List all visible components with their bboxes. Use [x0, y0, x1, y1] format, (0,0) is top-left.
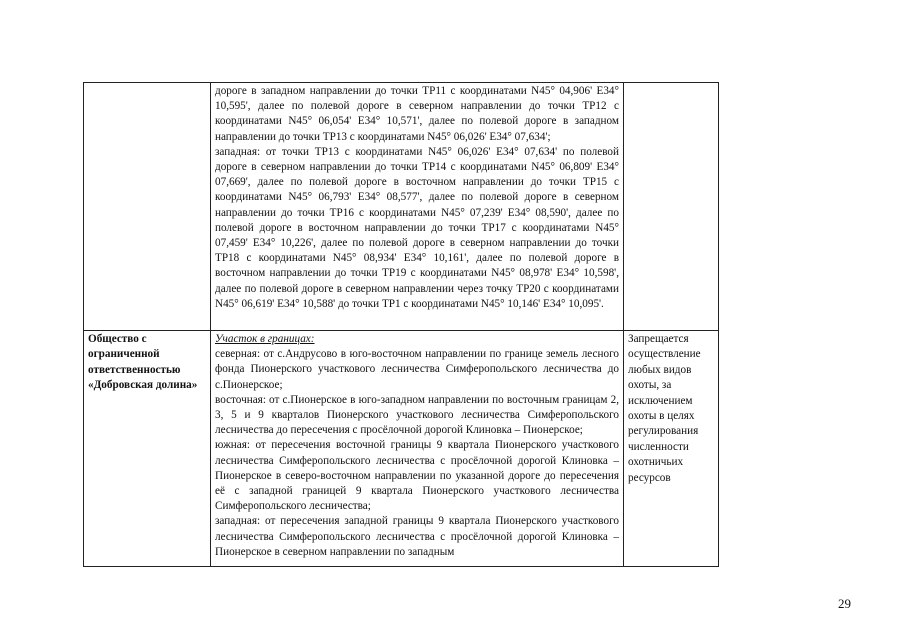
organization-name: Общество с ограниченной ответственностью «Добровская долина» — [88, 333, 198, 392]
document-table — [83, 82, 719, 567]
restriction-text: Запрещается осуществление любых видов охоты, за исключением охоты в целях регулирования численности охотничьих ресурсов — [628, 333, 701, 484]
boundary-paragraph: северная: от с.Андрусово в юго-восточном направлении по границе земель лесного фонда Пионерского участкового лесничества Симферопольского лесничества до с.Пионерское; — [215, 348, 619, 391]
restriction-cell — [624, 331, 719, 567]
table-cell-empty — [84, 83, 211, 331]
table-row — [84, 331, 719, 567]
table-row — [84, 83, 719, 331]
boundary-description-cell — [211, 331, 624, 567]
boundary-paragraph: западная: от пересечения западной границы 9 квартала Пионерского участкового лесничества Симферопольского лесничества с просёлочной дорогой Клиновка – Пионерское в северном направлении по западным — [215, 515, 619, 558]
boundary-paragraph: дороге в западном направлении до точки ТР11 с координатами N45° 04,906' E34° 10,595', далее по полевой дороге в северном направлении до точки ТР12 с координатами N45° 06,054' E34° 10,571', далее по полевой дороге в западном направлении до точки ТР13 с координатами N45° 06,026' E34° 07,634'; — [215, 85, 619, 143]
boundary-paragraph: восточная: от с.Пионерское в юго-западном направлении по восточным границам 2, 3, 5 и 9 кварталов Пионерского участкового лесничества Симферопольского лесничества до пересечения с просёлочной дорогой Клиновка – Пионерское; — [215, 393, 619, 437]
boundary-paragraph: южная: от пересечения восточной границы 9 квартала Пионерского участкового лесничества Симферопольского лесничества с просёлочной дорогой Клиновка – Пионерское в северо-восточном направлении по указанной дороге до пересечения её с западной границей 9 квартала Пионерского участкового лесничества Симферопольского лесничества; — [215, 439, 619, 513]
boundary-paragraph: западная: от точки ТР13 с координатами N45° 06,026' E34° 07,634' по полевой дороге в северном направлении до точки ТР14 с координатами N45° 06,809' E34° 07,669', далее по полевой дороге в восточном направлении до точки ТР15 с координатами N45° 06,793' E34° 08,577', далее по полевой дороге в северном направлении до точки ТР16 с координатами N45° 07,239' E34° 08,590', далее по полевой дороге в восточном направлении до точки ТР17 с координатами N45° 07,459' E34° 10,226', далее по полевой дороге в северном направлении до точки ТР18 с координатами N45° 08,934' E34° 10,161', далее по полевой дороге в восточном направлении до точки ТР19 с координатами N45° 08,978' E34° 10,598', далее по полевой дороге в северном направлении через точку ТР20 с координатами N45° 06,619' E34° 10,588' до точки ТР1 с координатами N45° 10,146' E34° 10,095'. — [215, 145, 619, 310]
boundary-description-cell — [211, 83, 624, 331]
page-number: 29 — [838, 596, 851, 611]
organization-cell — [84, 331, 211, 567]
section-heading: Участок в границах: — [215, 333, 315, 345]
table-cell-empty — [624, 83, 719, 331]
